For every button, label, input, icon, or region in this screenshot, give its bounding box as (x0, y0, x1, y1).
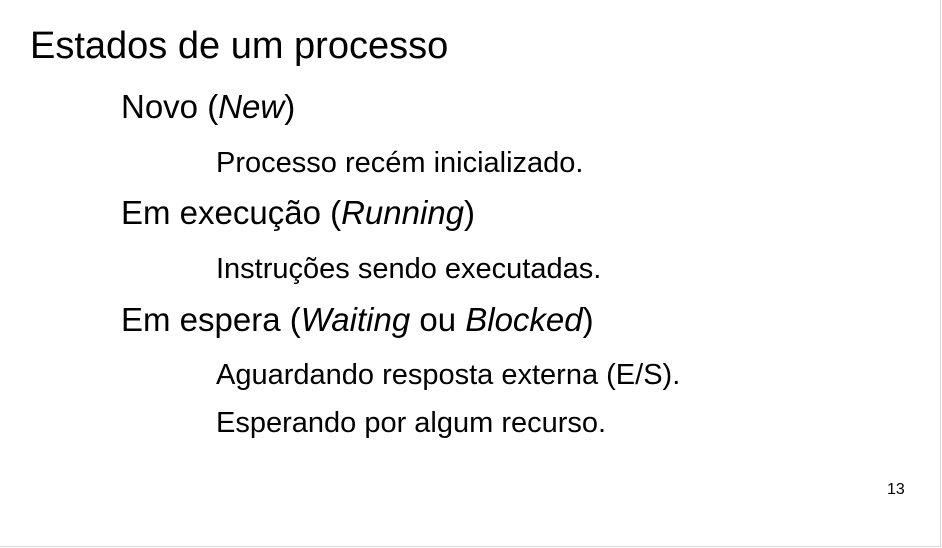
state-espera-label: Em espera ( (121, 301, 301, 338)
state-execucao-close: ) (464, 194, 476, 231)
page-number: 13 (887, 481, 905, 498)
state-novo (121, 88, 295, 126)
state-novo-label: Novo ( (121, 88, 219, 125)
slide-title: Estados de um processo (30, 25, 449, 67)
state-novo-detail: Processo recém inicializado. (216, 147, 584, 179)
state-novo-english: New (218, 88, 285, 125)
state-execucao-label: Em execução ( (121, 194, 342, 231)
state-novo-close: ) (284, 88, 296, 125)
state-execucao-english: Running (341, 194, 465, 231)
state-espera-english-waiting: Waiting (300, 301, 411, 338)
state-espera-english-blocked: Blocked (465, 301, 583, 338)
state-execucao-detail: Instruções sendo executadas. (216, 253, 602, 285)
state-espera (121, 301, 594, 339)
state-espera-detail-1: Aguardando resposta externa (E/S). (216, 359, 681, 391)
state-espera-connector: ou (410, 301, 466, 338)
state-espera-detail-2: Esperando por algum recurso. (216, 407, 607, 439)
state-espera-close: ) (582, 301, 594, 338)
state-execucao (121, 194, 475, 232)
